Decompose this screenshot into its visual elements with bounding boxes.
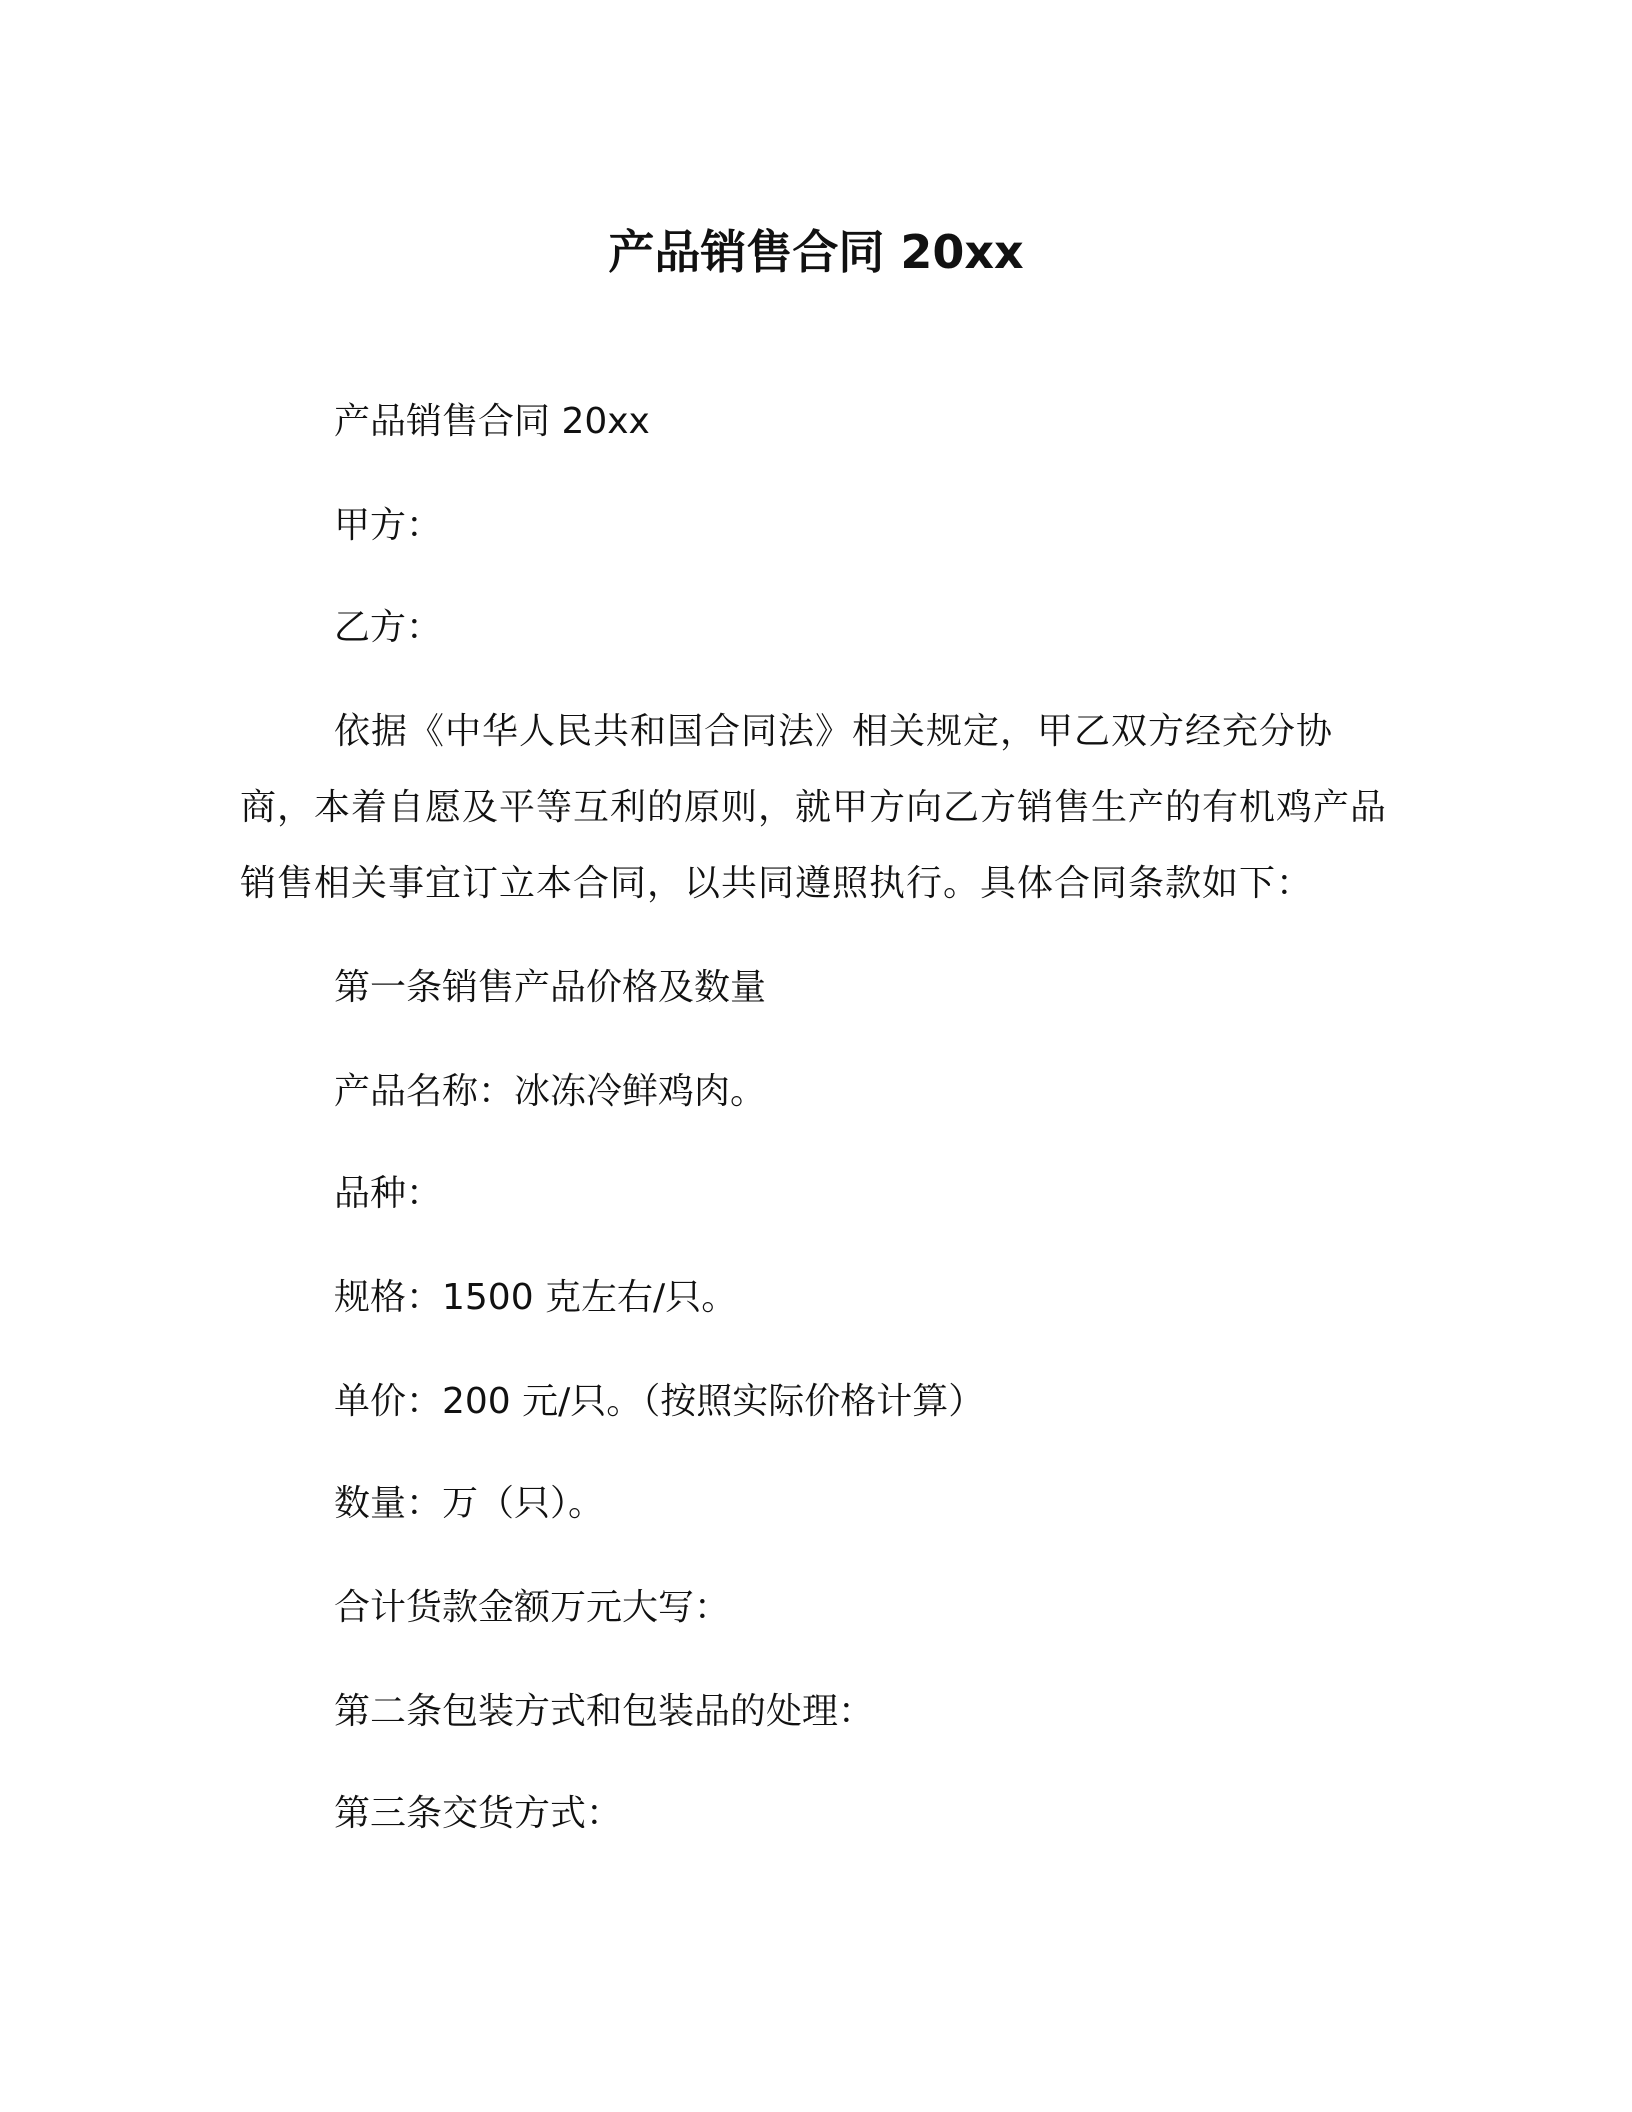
subtitle-line: 产品销售合同 20xx — [334, 401, 650, 442]
document-title: 产品销售合同 20xx — [608, 225, 1024, 279]
total-amount-line: 合计货款金额万元大写： — [334, 1587, 731, 1628]
party-b-line: 乙方： — [334, 607, 443, 648]
clause-2-heading: 第二条包装方式和包装品的处理： — [334, 1691, 875, 1732]
party-a-line: 甲方： — [334, 505, 443, 546]
product-name-line: 产品名称：冰冻冷鲜鸡肉。 — [334, 1071, 767, 1112]
specification-line: 规格：1500 克左右/只。 — [334, 1277, 738, 1318]
clause-3-heading: 第三条交货方式： — [334, 1793, 623, 1834]
quantity-line: 数量：万（只）。 — [334, 1483, 605, 1524]
variety-line: 品种： — [334, 1173, 443, 1214]
clause-1-heading: 第一条销售产品价格及数量 — [334, 967, 767, 1008]
unit-price-line: 单价：200 元/只。（按照实际价格计算） — [334, 1381, 985, 1422]
intro-paragraph: 依据《中华人民共和国合同法》相关规定，甲乙双方经充分协商，本着自愿及平等互利的原则，就甲方向乙方销售生产的有机鸡产品销售相关事宜订立本合同，以共同遵照执行。具体合同条款如下： — [240, 711, 1388, 904]
